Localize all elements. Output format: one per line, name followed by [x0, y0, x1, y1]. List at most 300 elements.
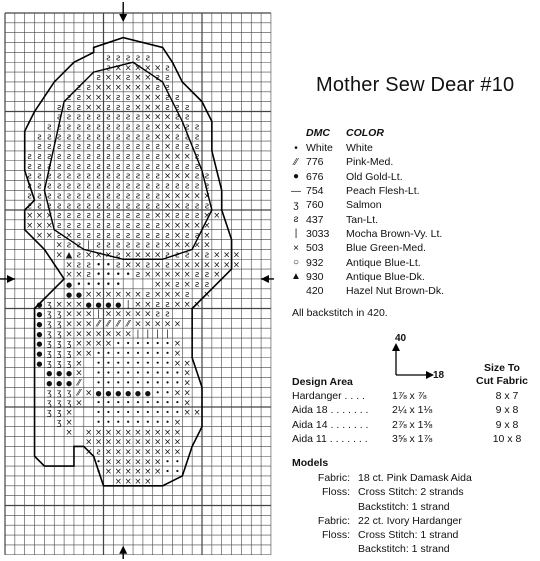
stitch-symbol: ƨ — [96, 152, 101, 163]
stitch-symbol: ƨ — [155, 161, 160, 172]
stitch-symbol: ƨ — [56, 201, 62, 212]
white-stitch — [137, 401, 139, 403]
stitch-symbol: ƨ — [66, 122, 72, 133]
stitch-symbol: ƨ — [185, 211, 190, 222]
stitch-symbol: ƨ — [175, 92, 180, 103]
stitch-symbol: × — [154, 437, 162, 448]
stitch-symbol: ƨ — [86, 211, 91, 222]
white-stitch — [166, 460, 168, 462]
stitch-symbol: × — [65, 329, 73, 340]
stitch-symbol: × — [124, 477, 132, 488]
white-stitch — [107, 381, 109, 383]
stitch-symbol: × — [134, 63, 142, 74]
center-arrow-icon — [7, 275, 15, 283]
model-label — [292, 543, 358, 557]
stitch-symbol: ƨ — [125, 112, 131, 123]
stitch-symbol: ƨ — [125, 92, 131, 103]
stitch-symbol: ƨ — [125, 201, 131, 212]
stitch-symbol: ƨ — [106, 240, 111, 251]
stitch-symbol: × — [55, 299, 63, 310]
white-stitch — [97, 460, 99, 462]
white-stitch — [157, 371, 159, 373]
stitch-symbol: ● — [85, 300, 92, 309]
stitch-symbol: ƨ — [56, 211, 62, 222]
stitch-symbol: × — [95, 427, 103, 438]
stitch-symbol: × — [85, 289, 93, 300]
stitch-symbol: ● — [65, 290, 73, 299]
stitch-symbol: × — [203, 230, 211, 241]
model-text: Backstitch: 1 strand — [358, 500, 450, 513]
stitch-symbol: ʒ — [56, 309, 62, 320]
white-stitch — [147, 362, 149, 364]
white-stitch — [107, 421, 109, 423]
stitch-symbol: × — [173, 339, 181, 350]
stitch-symbol: ƨ — [96, 73, 101, 84]
color-name: Mocha Brown-Vy. Lt. — [346, 227, 443, 240]
stitch-symbol: • — [96, 270, 102, 281]
stitch-symbol: ƨ — [106, 191, 111, 202]
white-stitch — [157, 421, 159, 423]
stitch-symbol: • — [76, 280, 82, 291]
stitch-symbol: ƨ — [125, 102, 131, 113]
stitch-symbol-icon: | — [294, 228, 298, 240]
stitch-symbol: ● — [95, 389, 102, 398]
stitch-symbol: ƨ — [96, 132, 101, 143]
dmc-number: 3033 — [306, 227, 330, 240]
stitch-symbol: × — [65, 427, 73, 438]
stitch-symbol: × — [154, 63, 162, 74]
stitch-symbol: ƨ — [76, 250, 82, 261]
stitch-symbol: × — [65, 260, 73, 271]
stitch-symbol: × — [183, 280, 191, 291]
white-stitch — [127, 362, 129, 364]
stitch-symbol: × — [85, 388, 93, 399]
stitch-symbol: × — [193, 191, 201, 202]
cut-size: 10 x 8 — [492, 432, 522, 445]
stitch-symbol: ƨ — [204, 250, 210, 261]
stitch-symbol: × — [183, 270, 191, 281]
stitch-symbol: ƨ — [56, 122, 62, 133]
stitch-symbol: × — [163, 437, 172, 448]
stitch-symbol: × — [65, 309, 73, 320]
stitch-symbol: ƨ — [135, 191, 141, 202]
stitch-symbol: × — [213, 250, 221, 261]
stitch-symbol: ƨ — [125, 181, 131, 192]
stitch-symbol: × — [95, 329, 103, 340]
stitch-symbol: ƨ — [185, 230, 190, 241]
stitch-symbol: ● — [36, 320, 43, 329]
white-stitch — [147, 342, 149, 344]
stitch-symbol-icon: ⁄⁄ — [294, 156, 298, 168]
dmc-number: 420 — [306, 285, 324, 298]
stitch-symbol: ƨ — [47, 142, 52, 153]
stitch-symbol: × — [173, 201, 181, 212]
stitch-symbol: × — [173, 289, 181, 300]
stitch-symbol: ƨ — [125, 191, 131, 202]
stitch-symbol: ƨ — [145, 152, 151, 163]
stitch-symbol: × — [183, 260, 191, 271]
stitch-symbol: ƨ — [47, 191, 52, 202]
stitch-symbol: ƨ — [165, 250, 170, 261]
stitch-symbol: × — [104, 289, 112, 300]
stitch-symbol: ƨ — [165, 63, 170, 74]
stitch-symbol: × — [203, 240, 211, 251]
stitch-symbol: × — [144, 112, 152, 123]
stitch-symbol: ƨ — [175, 112, 180, 123]
stitch-symbol: ƨ — [194, 122, 200, 133]
stitch-symbol: ƨ — [37, 181, 42, 192]
stitch-symbol: ƨ — [175, 102, 180, 113]
design-area-row — [292, 390, 532, 404]
stitch-symbol: × — [95, 92, 103, 103]
stitch-symbol: ƨ — [76, 220, 82, 231]
stitch-symbol: ƨ — [116, 250, 121, 261]
stitch-symbol: ⁄⁄ — [107, 319, 110, 330]
stitch-symbol: × — [173, 152, 181, 163]
stitch-symbol: ƨ — [194, 230, 200, 241]
stitch-symbol: × — [183, 358, 191, 369]
color-name: Peach Flesh-Lt. — [346, 185, 420, 198]
stitch-symbol: × — [163, 220, 172, 231]
stitch-symbol: × — [124, 309, 132, 320]
key-row — [286, 212, 496, 226]
white-stitch — [107, 352, 109, 354]
white-stitch — [97, 421, 99, 423]
white-stitch — [166, 342, 168, 344]
color-name: Old Gold-Lt. — [346, 170, 403, 183]
stitch-symbol: × — [85, 92, 93, 103]
white-stitch — [176, 460, 178, 462]
stitch-symbol: ƨ — [116, 122, 121, 133]
stitch-symbol: × — [173, 270, 181, 281]
stitch-symbol: ƨ — [106, 152, 111, 163]
stitch-symbol-icon: • — [294, 142, 298, 154]
stitch-symbol: ƨ — [116, 161, 121, 172]
stitch-symbol: ƨ — [66, 152, 72, 163]
stitch-symbol: ƨ — [106, 102, 111, 113]
model-label: Fabric: — [317, 472, 350, 484]
key-row — [286, 170, 496, 184]
stitch-symbol: ƨ — [96, 142, 101, 153]
white-stitch — [157, 401, 159, 403]
stitch-symbol: ƨ — [125, 230, 131, 241]
color-header: COLOR — [346, 127, 384, 139]
stitch-symbol: ƨ — [86, 161, 91, 172]
stitch-symbol: × — [163, 289, 172, 300]
stitch-symbol: ⁄⁄ — [116, 319, 120, 330]
stitch-symbol: ƨ — [116, 211, 121, 222]
stitch-symbol: ● — [46, 379, 53, 388]
stitch-symbol: • — [86, 280, 92, 291]
stitch-symbol: × — [144, 102, 152, 113]
key-header — [286, 127, 496, 141]
stitch-symbol: × — [45, 211, 53, 222]
stitch-symbol: × — [104, 339, 112, 350]
stitch-symbol: × — [193, 240, 201, 251]
stitch-symbol: ƨ — [185, 289, 190, 300]
stitch-symbol: | — [146, 329, 150, 340]
stitch-symbol: × — [163, 280, 172, 291]
stitch-symbol: ƨ — [135, 230, 141, 241]
stitch-symbol: × — [114, 457, 122, 468]
stitch-symbol: × — [134, 477, 142, 488]
stitch-symbol: ƨ — [86, 83, 91, 94]
stitch-symbol: ƨ — [125, 211, 131, 222]
stitch-symbol: | — [136, 329, 140, 340]
stitch-symbol: × — [75, 299, 83, 310]
stitch-symbol: ƨ — [155, 201, 160, 212]
stitch-symbol: | — [87, 240, 91, 251]
stitch-symbol: ƨ — [155, 230, 160, 241]
stitch-symbol: × — [144, 457, 152, 468]
stitch-symbol: ƨ — [56, 132, 62, 143]
white-stitch — [127, 342, 129, 344]
stitch-symbol: × — [183, 378, 191, 389]
stitch-symbol: ƨ — [106, 201, 111, 212]
stitch-symbol: ƨ — [155, 299, 160, 310]
white-stitch — [137, 342, 139, 344]
white-stitch — [97, 371, 99, 373]
stitch-symbol: × — [213, 211, 221, 222]
stitch-symbol: × — [183, 152, 191, 163]
stitch-symbol: ● — [56, 379, 63, 388]
stitch-symbol: ʒ — [56, 319, 62, 330]
stitch-symbol: ● — [115, 300, 122, 309]
white-stitch — [127, 352, 129, 354]
stitch-symbol: × — [183, 220, 191, 231]
stitch-symbol: ƨ — [86, 152, 91, 163]
stitch-symbol: ● — [144, 389, 151, 398]
stitch-symbol: ƨ — [116, 260, 121, 271]
stitch-symbol: × — [114, 427, 122, 438]
stitch-symbol: × — [163, 427, 172, 438]
stitch-symbol: × — [183, 171, 191, 182]
white-stitch — [166, 421, 168, 423]
stitch-symbol: × — [173, 240, 181, 251]
white-stitch — [117, 381, 119, 383]
white-stitch — [107, 401, 109, 403]
design-size: 3⅝ x 1⅞ — [392, 432, 433, 445]
stitch-symbol: ƨ — [125, 152, 131, 163]
stitch-symbol: × — [35, 220, 44, 231]
stitch-symbol: × — [232, 250, 241, 261]
stitch-symbol: ● — [56, 369, 63, 378]
stitch-symbol: ƨ — [106, 142, 111, 153]
fabric-name: Hardanger . . . . — [292, 390, 365, 402]
stitch-symbol: ƨ — [76, 240, 82, 251]
design-size: 1⅞ x ⅞ — [392, 390, 427, 402]
stitch-symbol: ƨ — [66, 112, 72, 123]
stitch-symbol: × — [203, 191, 211, 202]
stitch-symbol: × — [65, 270, 73, 281]
stitch-symbol: ƨ — [76, 152, 82, 163]
stitch-symbol: × — [154, 319, 162, 330]
stitch-symbol: ƨ — [116, 220, 121, 231]
white-stitch — [117, 362, 119, 364]
stitch-symbol: ƨ — [66, 132, 72, 143]
stitch-symbol: ƨ — [47, 171, 52, 182]
white-stitch — [176, 470, 178, 472]
key-rows — [286, 141, 496, 298]
stitch-symbol: ● — [115, 389, 122, 398]
stitch-symbol: ƨ — [135, 171, 141, 182]
stitch-symbol: ƨ — [66, 181, 72, 192]
stitch-symbol: ʒ — [46, 299, 52, 310]
stitch-symbol: ƨ — [125, 142, 131, 153]
stitch-symbol: ƨ — [155, 152, 160, 163]
models-section — [292, 457, 472, 558]
dmc-header: DMC — [306, 127, 330, 139]
stitch-symbol: × — [65, 417, 73, 428]
white-stitch — [166, 411, 168, 413]
white-stitch — [117, 401, 119, 403]
stitch-symbol: × — [154, 447, 162, 458]
white-stitch — [117, 371, 119, 373]
stitch-symbol: × — [104, 309, 112, 320]
stitch-symbol: ƨ — [116, 152, 121, 163]
stitch-symbol: × — [213, 260, 221, 271]
model-row — [292, 543, 472, 557]
stitch-symbol: ƨ — [66, 240, 72, 251]
stitch-symbol: × — [85, 339, 93, 350]
stitch-symbol: × — [173, 230, 181, 241]
stitch-symbol: ƨ — [145, 240, 151, 251]
key-row — [286, 270, 496, 284]
stitch-symbol: ƨ — [185, 142, 190, 153]
stitch-symbol: ● — [75, 290, 82, 299]
stitch-symbol: ƨ — [106, 63, 111, 74]
stitch-symbol: × — [154, 92, 162, 103]
stitch-symbol: ƨ — [135, 142, 141, 153]
stitch-symbol: ⁄⁄ — [97, 319, 100, 330]
white-stitch — [157, 342, 159, 344]
stitch-symbol: ƨ — [145, 260, 151, 271]
white-stitch — [117, 421, 119, 423]
white-stitch — [137, 371, 139, 373]
stitch-symbol: ƨ — [185, 132, 190, 143]
stitch-symbol: • — [96, 260, 102, 271]
stitch-symbol: × — [114, 477, 122, 488]
stitch-symbol: ⁄⁄ — [126, 319, 130, 330]
dmc-number: 437 — [306, 213, 324, 226]
stitch-symbol: × — [124, 447, 132, 458]
key-row — [286, 284, 496, 298]
stitch-symbol: × — [104, 250, 112, 261]
stitch-symbol: ʒ — [56, 329, 62, 340]
stitch-symbol: ʒ — [46, 329, 52, 340]
white-stitch — [157, 362, 159, 364]
stitch-symbol: × — [144, 447, 152, 458]
stitch-symbol: ƨ — [76, 122, 82, 133]
stitch-symbol: × — [124, 83, 132, 94]
stitch-symbol: ƨ — [204, 270, 210, 281]
key-row — [286, 227, 496, 241]
stitch-symbol: × — [154, 280, 162, 291]
stitch-symbol: × — [154, 427, 162, 438]
stitch-symbol: × — [134, 83, 142, 94]
stitch-symbol: ƨ — [106, 171, 111, 182]
design-size: 2⅞ x 1⅜ — [392, 418, 433, 431]
stitch-symbol: × — [75, 319, 83, 330]
stitch-symbol: × — [163, 211, 172, 222]
stitch-symbol: × — [75, 398, 83, 409]
stitch-symbol: ƨ — [194, 132, 200, 143]
stitch-symbol: ƨ — [155, 83, 160, 94]
stitch-symbol: × — [104, 447, 112, 458]
white-stitch — [166, 401, 168, 403]
stitch-symbol: ʒ — [66, 339, 72, 350]
stitch-symbol: × — [95, 83, 103, 94]
stitch-symbol: × — [163, 132, 172, 143]
white-stitch — [137, 381, 139, 383]
white-stitch — [147, 411, 149, 413]
stitch-symbol-icon: ʒ — [293, 199, 299, 211]
stitch-symbol: ʒ — [46, 358, 52, 369]
stitch-symbol: ƨ — [155, 309, 160, 320]
stitch-symbol: ƨ — [125, 161, 131, 172]
stitch-symbol: ƨ — [86, 171, 91, 182]
key-row — [286, 155, 496, 169]
stitch-symbol: ƨ — [106, 161, 111, 172]
center-arrow-icon — [261, 275, 269, 283]
stitch-symbol: ƨ — [66, 171, 72, 182]
stitch-symbol: ƨ — [135, 201, 141, 212]
size-header-line1: Size To — [484, 362, 520, 374]
stitch-symbol: ƨ — [165, 299, 170, 310]
stitch-symbol: ƨ — [47, 122, 52, 133]
stitch-symbol: • — [115, 280, 121, 291]
stitch-symbol: ƨ — [76, 201, 82, 212]
stitch-symbol: ƨ — [37, 171, 42, 182]
stitch-symbol: × — [144, 92, 152, 103]
stitch-symbol: ƨ — [76, 181, 82, 192]
stitch-symbol: ƨ — [135, 161, 141, 172]
stitch-symbol: ƨ — [155, 142, 160, 153]
stitch-symbol: × — [26, 220, 34, 231]
stitch-symbol: ƨ — [106, 211, 111, 222]
stitch-symbol: × — [144, 437, 152, 448]
stitch-symbol: ● — [46, 369, 53, 378]
white-stitch — [147, 421, 149, 423]
stitch-symbol: × — [85, 447, 93, 458]
stitch-symbol: ƨ — [76, 161, 82, 172]
white-stitch — [137, 362, 139, 364]
color-name: Pink-Med. — [346, 156, 394, 169]
stitch-symbol: × — [114, 289, 122, 300]
model-label: Fabric: — [317, 514, 350, 527]
stitch-symbol: × — [154, 112, 162, 123]
backstitch-note: All backstitch in 420. — [292, 307, 388, 319]
stitch-symbol: × — [173, 388, 181, 399]
white-stitch — [157, 381, 159, 383]
key-row — [286, 141, 496, 155]
stitch-symbol: × — [124, 329, 132, 340]
stitch-symbol: × — [124, 63, 132, 74]
stitch-symbol: × — [163, 191, 172, 202]
stitch-symbol: ƨ — [56, 230, 62, 241]
stitch-symbol: ʒ — [66, 358, 72, 369]
stitch-symbol: ƨ — [175, 250, 180, 261]
stitch-symbol: ƨ — [185, 250, 190, 261]
model-label: Floss: — [321, 529, 350, 542]
stitch-symbol: ƨ — [194, 270, 200, 281]
stitch-symbol: ƨ — [165, 309, 170, 320]
white-stitch — [117, 411, 119, 413]
stitch-symbol: ʒ — [56, 339, 62, 350]
fabric-name: Aida 18 . . . . . . . — [292, 404, 369, 417]
stitch-symbol: ƨ — [155, 240, 160, 251]
stitch-symbol: ƨ — [56, 191, 62, 202]
